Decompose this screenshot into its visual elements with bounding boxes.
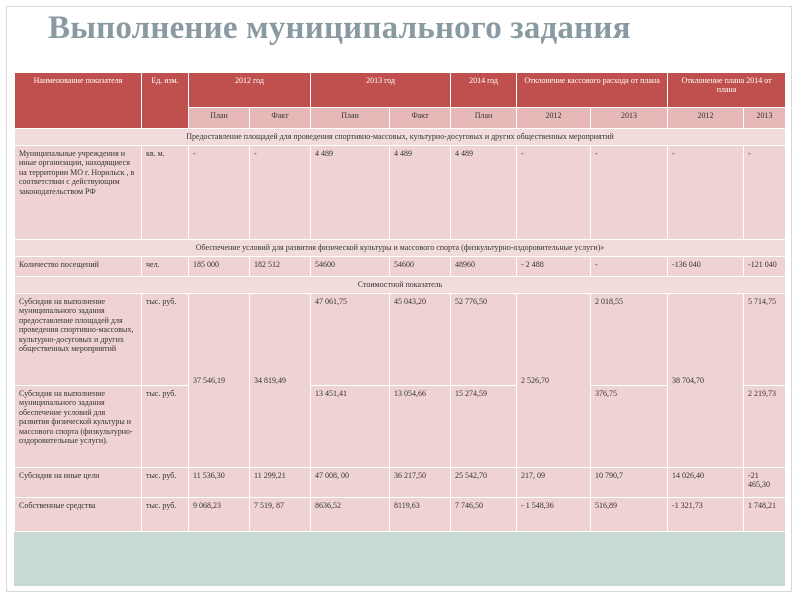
subheader-cell: 2012: [668, 108, 744, 129]
cell: 36 217,50: [390, 468, 451, 498]
subheader-cell: План: [189, 108, 250, 129]
budget-table: [14, 72, 786, 532]
cell: 5 714,75: [744, 294, 786, 386]
cell: -: [250, 146, 311, 240]
cell: 2 219,73: [744, 386, 786, 468]
cell: 7 519, 87: [250, 498, 311, 532]
table-row: [15, 294, 786, 386]
cell: 1 748,21: [744, 498, 786, 532]
subheader-cell: 2012: [517, 108, 591, 129]
row-name: Субсидия на иные цели: [15, 468, 142, 498]
header-2013: 2013 год: [311, 73, 451, 108]
cell: -: [668, 146, 744, 240]
cell: 52 776,50: [451, 294, 517, 386]
cell: 516,89: [591, 498, 668, 532]
row-name: Муниципальные учреждения и иные организации, находящиеся на территории МО г. Норильск , в соответствии с действующим законодательством РФ: [15, 146, 142, 240]
row-name: Субсидия на выполнение муниципального задания обеспечение условий для развития физической культуры и массового спорта (физкультурно-оздоровительные услуги).: [15, 386, 142, 468]
subheader-cell: Факт: [250, 108, 311, 129]
row-unit: тыс. руб.: [142, 386, 189, 468]
cell: 4 489: [451, 146, 517, 240]
header-2012: 2012 год: [189, 73, 311, 108]
cell: 11 536,30: [189, 468, 250, 498]
subheader-cell: Факт: [390, 108, 451, 129]
row-unit: тыс. руб.: [142, 498, 189, 532]
header-unit: Ед. изм.: [142, 73, 189, 129]
subheader-cell: План: [311, 108, 390, 129]
header-name: Наименование показателя: [15, 73, 142, 129]
cell: 2 018,55: [591, 294, 668, 386]
row-unit: тыс. руб.: [142, 294, 189, 386]
section-row: [15, 277, 786, 294]
cell: 185 000: [189, 257, 250, 277]
cell: 7 746,50: [451, 498, 517, 532]
header-row: [15, 73, 786, 108]
cell: 15 274,59: [451, 386, 517, 468]
cell: -1 321,73: [668, 498, 744, 532]
section-title: Предоставление площадей для проведения спортивно-массовых, культурно-досуговых и других общественных мероприятий: [15, 129, 786, 146]
cell: -136 040: [668, 257, 744, 277]
cell: 13 054,66: [390, 386, 451, 468]
cell: 45 043,20: [390, 294, 451, 386]
cell: -: [591, 146, 668, 240]
table-row: [15, 146, 786, 240]
section-title: Стоимостной показатель: [15, 277, 786, 294]
merged-cell: 37 546,19: [189, 294, 250, 468]
header-dev-cash: Отклонение кассового расхода от плана: [517, 73, 668, 108]
cell: 4 489: [311, 146, 390, 240]
cell: - 1 548,36: [517, 498, 591, 532]
cell: 217, 09: [517, 468, 591, 498]
table-row: [15, 468, 786, 498]
cell: 376,75: [591, 386, 668, 468]
cell: -: [189, 146, 250, 240]
section-row: [15, 240, 786, 257]
bottom-band: [14, 560, 785, 586]
cell: 13 451,41: [311, 386, 390, 468]
row-name: Субсидия на выполнение муниципального задания предоставление площадей для проведения спортивно-массовых, культурно-досуговых и других общественных мероприятий: [15, 294, 142, 386]
subheader-cell: 2013: [744, 108, 786, 129]
cell: 47 061,75: [311, 294, 390, 386]
cell: 25 542,70: [451, 468, 517, 498]
row-unit: тыс. руб.: [142, 468, 189, 498]
cell: -: [591, 257, 668, 277]
row-unit: кв. м.: [142, 146, 189, 240]
cell: 47 008, 00: [311, 468, 390, 498]
merged-cell: 34 819,49: [250, 294, 311, 468]
cell: 8119,63: [390, 498, 451, 532]
row-unit: чел.: [142, 257, 189, 277]
cell: - 2 488: [517, 257, 591, 277]
section-title: Обеспечение условий для развития физической культуры и массового спорта (физкультурно-оздоровительные услуги)»: [15, 240, 786, 257]
cell: 182 512: [250, 257, 311, 277]
cell: -121 040: [744, 257, 786, 277]
cell: 54600: [390, 257, 451, 277]
cell: -: [744, 146, 786, 240]
cell: -: [517, 146, 591, 240]
subheader-cell: 2013: [591, 108, 668, 129]
cell: -21 465,30: [744, 468, 786, 498]
section-row: [15, 129, 786, 146]
cell: 14 026,40: [668, 468, 744, 498]
header-dev-plan: Отклонение плана 2014 от плана: [668, 73, 786, 108]
cell: 10 790,7: [591, 468, 668, 498]
cell: 11 299,21: [250, 468, 311, 498]
merged-cell: 2 526,70: [517, 294, 591, 468]
cell: 8636,52: [311, 498, 390, 532]
cell: 9 068,23: [189, 498, 250, 532]
page-title: Выполнение муниципального задания: [48, 10, 631, 46]
header-2014: 2014 год: [451, 73, 517, 108]
cell: 54600: [311, 257, 390, 277]
merged-cell: 38 704,70: [668, 294, 744, 468]
table-container: [14, 72, 785, 560]
subheader-cell: План: [451, 108, 517, 129]
cell: 48960: [451, 257, 517, 277]
table-row: [15, 257, 786, 277]
row-name: Количество посещений: [15, 257, 142, 277]
table-row: [15, 498, 786, 532]
row-name: Собственные средства: [15, 498, 142, 532]
cell: 4 489: [390, 146, 451, 240]
